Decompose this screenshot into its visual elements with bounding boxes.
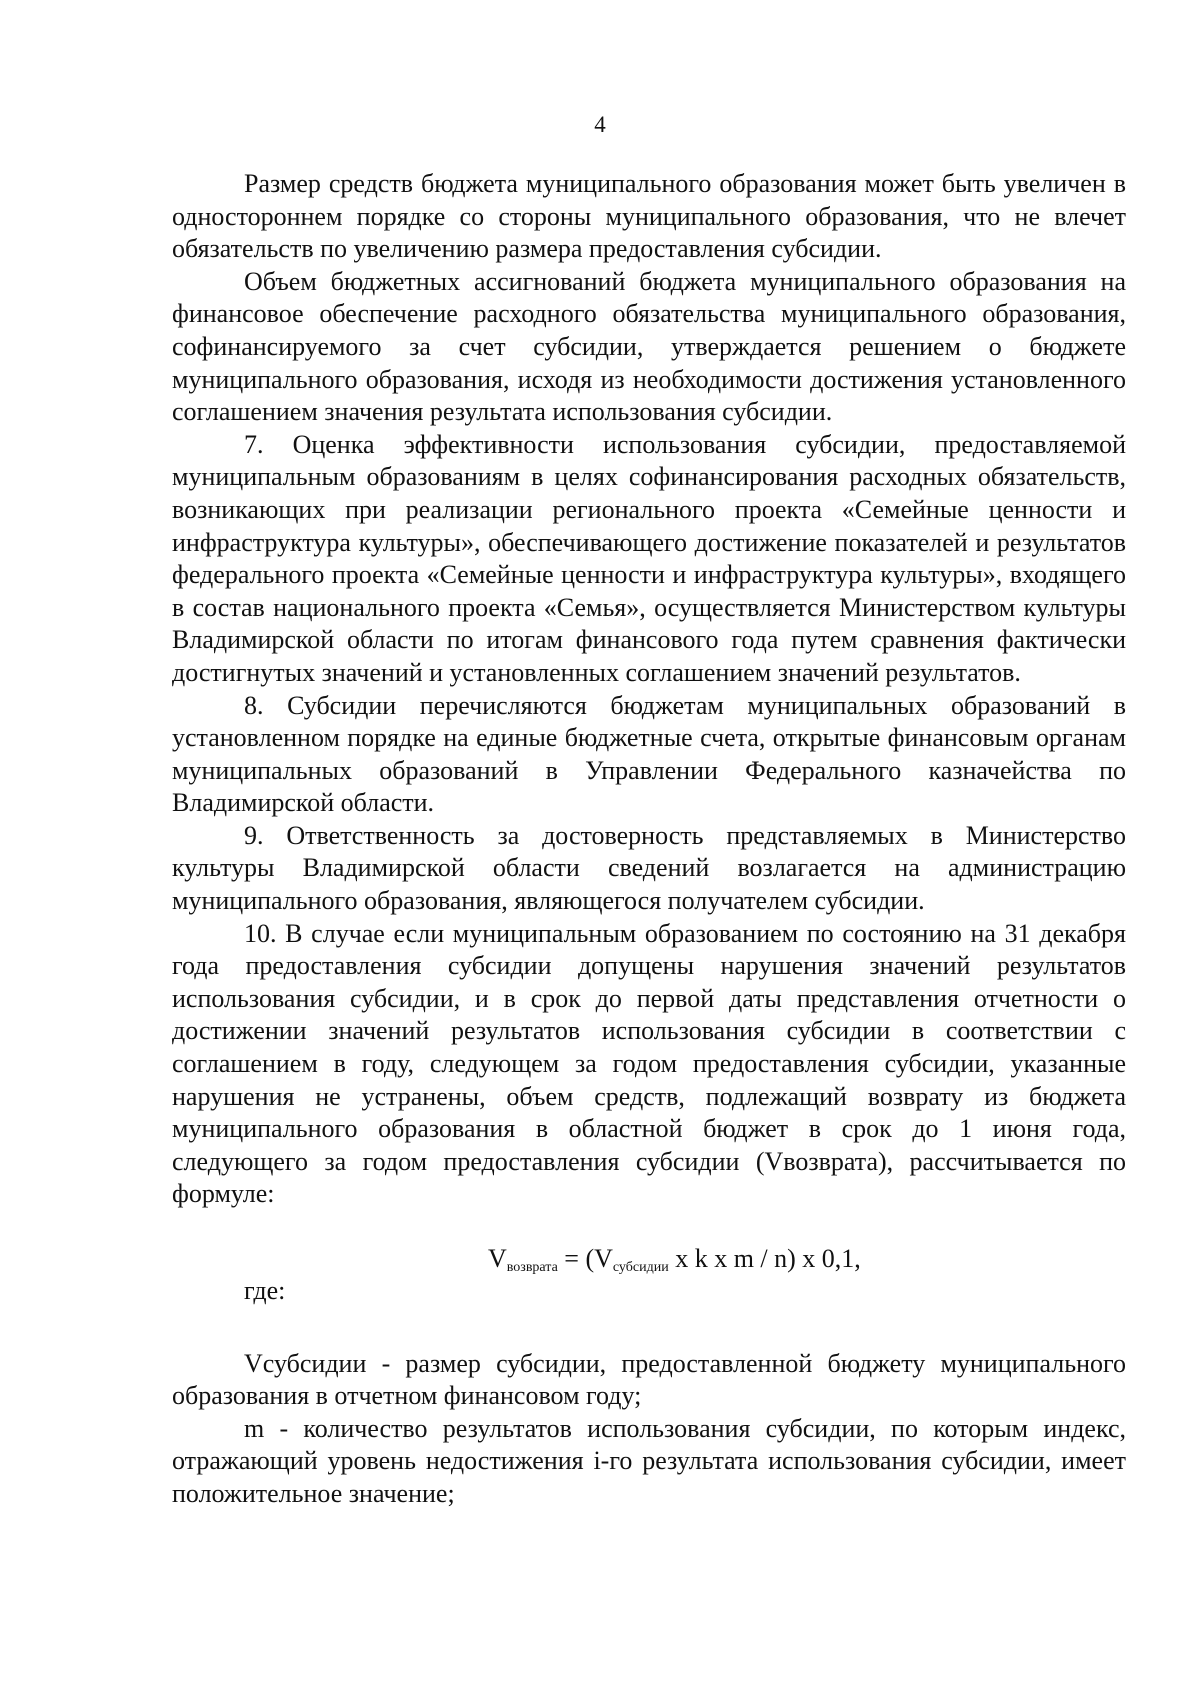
paragraph-budget-allocations: Объем бюджетных ассигнований бюджета муниципального образования на финансовое обеспечение расходного обязательства муниципального образования, софинансируемого за счет субсидии, утверждается решением о бюджете муниципального образования, исходя из необходимости достижения установленного соглашением значения результата использования субсидии. xyxy=(172,266,1126,427)
formula-rest: x k x m / n) x 0,1, xyxy=(668,1244,861,1273)
paragraph-budget-increase: Размер средств бюджета муниципального образования может быть увеличен в одностороннем порядке со стороны муниципального образования, что не влечет обязательств по увеличению размера предоставления субсидии. xyxy=(172,169,1126,264)
document-body xyxy=(172,168,1126,1511)
return-formula xyxy=(172,1243,1126,1275)
paragraph-8-transfer: 8. Субсидии перечисляются бюджетам муниципальных образований в установленном порядке на единые бюджетные счета, открытые финансовым органам муниципальных образований в Управлении Федерального казначейства по Владимирской области. xyxy=(172,690,1126,818)
formula-lhs: V xyxy=(488,1244,507,1273)
definition-vsubsidy: Vсубсидии - размер субсидии, предоставленной бюджету муниципального образования в отчетном финансовом году; xyxy=(172,1348,1126,1411)
where-label: где: xyxy=(244,1276,286,1305)
definition-m: m - количество результатов использования субсидии, по которым индекс, отражающий уровень недостижения i-го результата использования субсидии, имеет положительное значение; xyxy=(172,1413,1126,1508)
paragraph-10-return: 10. В случае если муниципальным образованием по состоянию на 31 декабря года предоставления субсидии допущены нарушения значений результатов использования субсидии, и в срок до первой даты представления отчетности о достижении значений результатов использования субсидии в соответствии с соглашением в году, следующем за годом предоставления субсидии, указанные нарушения не устранены, объем средств, подлежащий возврату из бюджета муниципального образования в областной бюджет в срок до 1 июня года, следующего за годом предоставления субсидии (Vвозврата), рассчитывается по формуле: xyxy=(172,918,1126,1209)
paragraph-9-responsibility: 9. Ответственность за достоверность представляемых в Министерство культуры Владимирской области сведений возлагается на администрацию муниципального образования, являющегося получателем субсидии. xyxy=(172,820,1126,916)
paragraph-7-efficiency: 7. Оценка эффективности использования субсидии, предоставляемой муниципальным образованиям в целях софинансирования расходных обязательств, возникающих при реализации регионального проекта «Семейные ценности и инфраструктура культуры», обеспечивающего достижение показателей и результатов федерального проекта «Семейные ценности и инфраструктура культуры», входящего в состав национального проекта «Семья», осуществляется Министерством культуры Владимирской области по итогам финансового года путем сравнения фактически достигнутых значений и установленных соглашением значений результатов. xyxy=(172,429,1126,687)
formula-eq-open: = (V xyxy=(557,1244,613,1273)
formula-rhs-subscript: субсидии xyxy=(612,1260,669,1275)
formula-lhs-subscript: возврата xyxy=(506,1260,558,1275)
page-number: 4 xyxy=(594,112,606,137)
